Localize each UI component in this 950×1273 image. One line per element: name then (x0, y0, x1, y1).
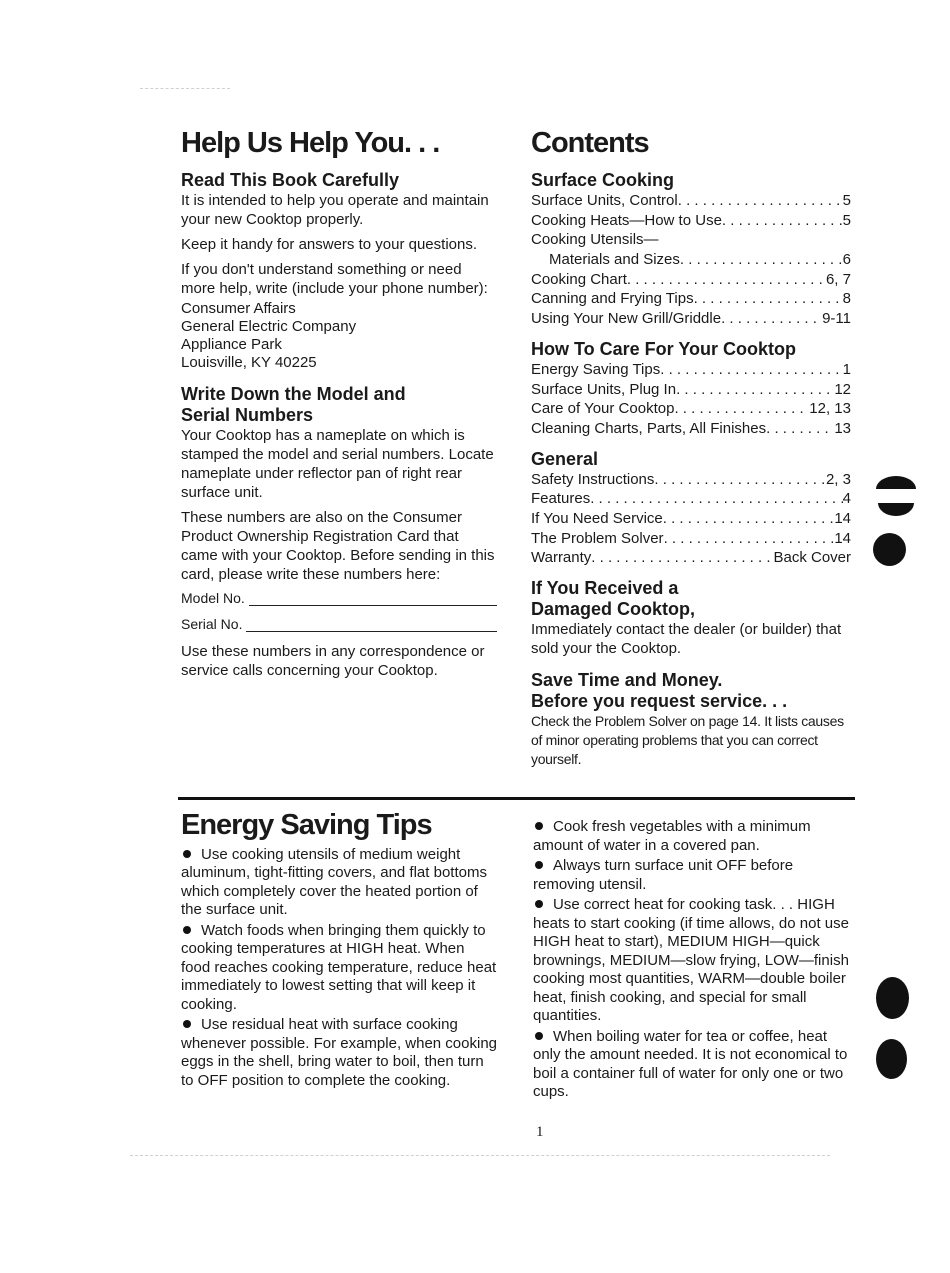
toc-entry-label: Care of Your Cooktop (531, 400, 675, 418)
toc-entry-label: Warranty (531, 549, 592, 567)
address-line: Louisville, KY 40225 (181, 353, 317, 371)
energy-title: Energy Saving Tips (181, 809, 432, 841)
binding-tab-mark (876, 476, 916, 489)
toc-entry (531, 230, 851, 250)
toc-entry-label: Materials and Sizes (549, 251, 680, 268)
toc-entry (531, 509, 851, 529)
toc-entry-label: Cooking Chart (531, 270, 627, 288)
save-heading-line-2: Before you request service. . . (531, 691, 788, 712)
energy-tip (181, 846, 497, 920)
toc-leader-dots (627, 270, 826, 290)
address-line: Consumer Affairs (181, 299, 296, 317)
toc-entry (531, 289, 851, 309)
binding-tab-mark (878, 503, 914, 516)
toc-general-heading: General (531, 448, 599, 469)
read-paragraph-3: If you don't understand something or need more help, write (include your phone number): (181, 260, 488, 297)
binder-hole-mark (876, 977, 909, 1019)
bullet-icon (183, 1020, 191, 1028)
toc-entry-label: Surface Units, Control (531, 191, 678, 209)
toc-entry-page: 6, 7 (825, 270, 851, 288)
toc-leader-dots (678, 191, 843, 211)
toc-entry (531, 489, 851, 509)
toc-entry-label: Cooking Heats—How to Use (531, 211, 722, 229)
binder-hole-mark (876, 1039, 907, 1079)
toc-entry-page: Back Cover (773, 549, 851, 567)
binder-hole-mark (873, 533, 906, 566)
save-paragraph: Check the Problem Solver on page 14. It lists causes of minor operating problems that you can correct yourself. (531, 713, 844, 768)
toc-leader-dots (654, 470, 826, 490)
toc-entry-label: Cooking Utensils— (531, 231, 659, 249)
toc-entry-page: 9-11 (822, 310, 851, 328)
toc-leader-dots (590, 489, 842, 509)
model-paragraph-2: These numbers are also on the Consumer Product Ownership Registration Card that came with your Cooktop. Before sending in this card, please write these numbers here: (181, 508, 495, 583)
read-paragraph-2: Keep it handy for answers to your questions. (181, 235, 478, 253)
bullet-icon (535, 900, 543, 908)
toc-leader-dots (694, 289, 843, 309)
toc-leader-dots (676, 380, 834, 400)
energy-left-column (181, 810, 497, 1092)
toc-leader-dots (660, 360, 842, 380)
bullet-icon (535, 861, 543, 869)
toc-entry-page: 6 (842, 251, 851, 268)
toc-entry (531, 211, 851, 231)
toc-leader-dots (766, 419, 834, 439)
toc-entry-page: 12 (834, 380, 851, 398)
energy-tip-text: Use correct heat for cooking task. . . HIGH heats to start cooking (if time allows, do not use HIGH heat to start), MEDIUM HIGH—quick brownings, MEDIUM—slow frying, LOW—finish cooking most quantities, WARM—double boiler heat, finish cooking, and special for small quantities. (533, 896, 849, 1024)
damaged-heading-line-1: If You Received a (531, 578, 679, 599)
model-paragraph-1: Your Cooktop has a nameplate on which is stamped the model and serial numbers. Locate nameplate under reflector pan of right rear surface unit. (181, 426, 494, 501)
help-title: Help Us Help You. . . (181, 127, 440, 159)
toc-leader-dots (680, 250, 843, 270)
damaged-paragraph: Immediately contact the dealer (or builder) that sold your the Cooktop. (531, 621, 842, 658)
energy-right-list (533, 818, 853, 1102)
address-line: General Electric Company (181, 317, 357, 335)
energy-tip-text: Cook fresh vegetables with a minimum amount of water in a covered pan. (533, 818, 811, 854)
read-paragraph-1: It is intended to help you operate and maintain your new Cooktop properly. (181, 191, 489, 228)
toc-entry-page: 1 (842, 360, 851, 378)
energy-tip-text: When boiling water for tea or coffee, heat only the amount needed. It is not economical to boil a container full of water for only one or two cups. (533, 1027, 848, 1100)
model-heading-line-1: Write Down the Model and (181, 383, 406, 404)
energy-right-column (533, 818, 853, 1104)
toc-entry-page: 2, 3 (825, 470, 851, 488)
toc-entry-page: 4 (842, 490, 851, 508)
mailing-address (181, 300, 497, 372)
scan-artifact-line (130, 1155, 830, 1156)
energy-tip-text: Use residual heat with surface cooking whenever possible. For example, when cooking eggs in the shell, bring water to boil, then turn to OFF position to complete the cooking. (181, 1016, 498, 1089)
energy-tip-text: Use cooking utensils of medium weight aluminum, tight-fitting covers, and flat bottoms which completely cover the heated portion of the surface unit. (181, 845, 487, 919)
model-paragraph-3: Use these numbers in any correspondence or service calls concerning your Cooktop. (181, 642, 485, 679)
toc-entry-label: Features (531, 490, 591, 508)
toc-entry-label: If You Need Service (531, 510, 663, 528)
energy-tip (181, 922, 497, 1015)
model-number-blank (249, 591, 497, 606)
toc-entry-page: 5 (842, 191, 851, 209)
address-line: Appliance Park (181, 335, 282, 353)
toc-care-list (531, 360, 851, 439)
page-number: 1 (536, 1124, 544, 1140)
energy-tip (181, 1016, 497, 1090)
toc-entry (531, 419, 851, 439)
toc-entry-page: 14 (834, 510, 851, 528)
toc-leader-dots (722, 211, 843, 231)
toc-entry-label: Surface Units, Plug In (531, 380, 677, 398)
model-number-label: Model No. (181, 589, 245, 606)
scan-artifact-line (140, 88, 230, 89)
damaged-heading-line-2: Damaged Cooktop, (531, 599, 696, 620)
bullet-icon (183, 926, 191, 934)
toc-entry-label: Safety Instructions (531, 470, 655, 488)
toc-surface-list (531, 191, 851, 329)
serial-number-label: Serial No. (181, 615, 243, 632)
toc-entry (531, 360, 851, 380)
save-heading-line-1: Save Time and Money. (531, 670, 723, 691)
energy-tip-text: Always turn surface unit OFF before removing utensil. (533, 857, 794, 893)
toc-entry (531, 250, 851, 270)
toc-entry-page: 13 (834, 419, 851, 437)
energy-left-list (181, 846, 497, 1091)
toc-entry (531, 548, 851, 568)
model-number-field (181, 590, 497, 606)
serial-number-blank (246, 617, 497, 632)
toc-care-heading: How To Care For Your Cooktop (531, 338, 796, 359)
toc-entry-label: The Problem Solver (531, 529, 664, 547)
toc-general-group (531, 449, 851, 569)
toc-entry (531, 529, 851, 549)
contents-section (531, 128, 851, 775)
toc-entry-label: Canning and Frying Tips (531, 290, 694, 308)
bullet-icon (183, 850, 191, 858)
help-section (181, 128, 497, 686)
bullet-icon (535, 822, 543, 830)
toc-entry (531, 191, 851, 211)
toc-entry-label: Energy Saving Tips (531, 360, 661, 378)
read-heading: Read This Book Carefully (181, 169, 400, 190)
energy-tip-text: Watch foods when bringing them quickly to cooking temperatures at HIGH heat. When food reaches cooking temperature, reduce heat immediately to lowest setting that will keep it cooking. (181, 921, 497, 1013)
toc-entry-label: Cleaning Charts, Parts, All Finishes (531, 419, 767, 437)
toc-entry (531, 270, 851, 290)
serial-number-field (181, 616, 497, 632)
toc-surface-heading: Surface Cooking (531, 169, 675, 190)
energy-tip (533, 818, 853, 855)
toc-general-list (531, 470, 851, 569)
toc-entry (531, 380, 851, 400)
toc-entry-page: 8 (842, 290, 851, 308)
energy-tip (533, 1028, 853, 1102)
energy-tip (533, 896, 853, 1026)
toc-entry-label: Using Your New Grill/Griddle (531, 310, 722, 328)
toc-entry-page: 12, 13 (809, 400, 851, 418)
energy-tip (533, 857, 853, 894)
model-heading-line-2: Serial Numbers (181, 404, 314, 425)
toc-surface-group (531, 170, 851, 329)
toc-entry-page: 5 (842, 211, 851, 229)
toc-leader-dots (674, 399, 809, 419)
bullet-icon (535, 1032, 543, 1040)
toc-entry-page: 14 (834, 529, 851, 547)
toc-entry (531, 309, 851, 329)
toc-entry (531, 470, 851, 490)
toc-care-group (531, 339, 851, 439)
toc-leader-dots (591, 548, 773, 568)
contents-title: Contents (531, 127, 649, 159)
toc-leader-dots (721, 309, 822, 329)
toc-leader-dots (663, 509, 835, 529)
section-divider (178, 797, 855, 800)
toc-entry (531, 399, 851, 419)
toc-leader-dots (664, 529, 835, 549)
